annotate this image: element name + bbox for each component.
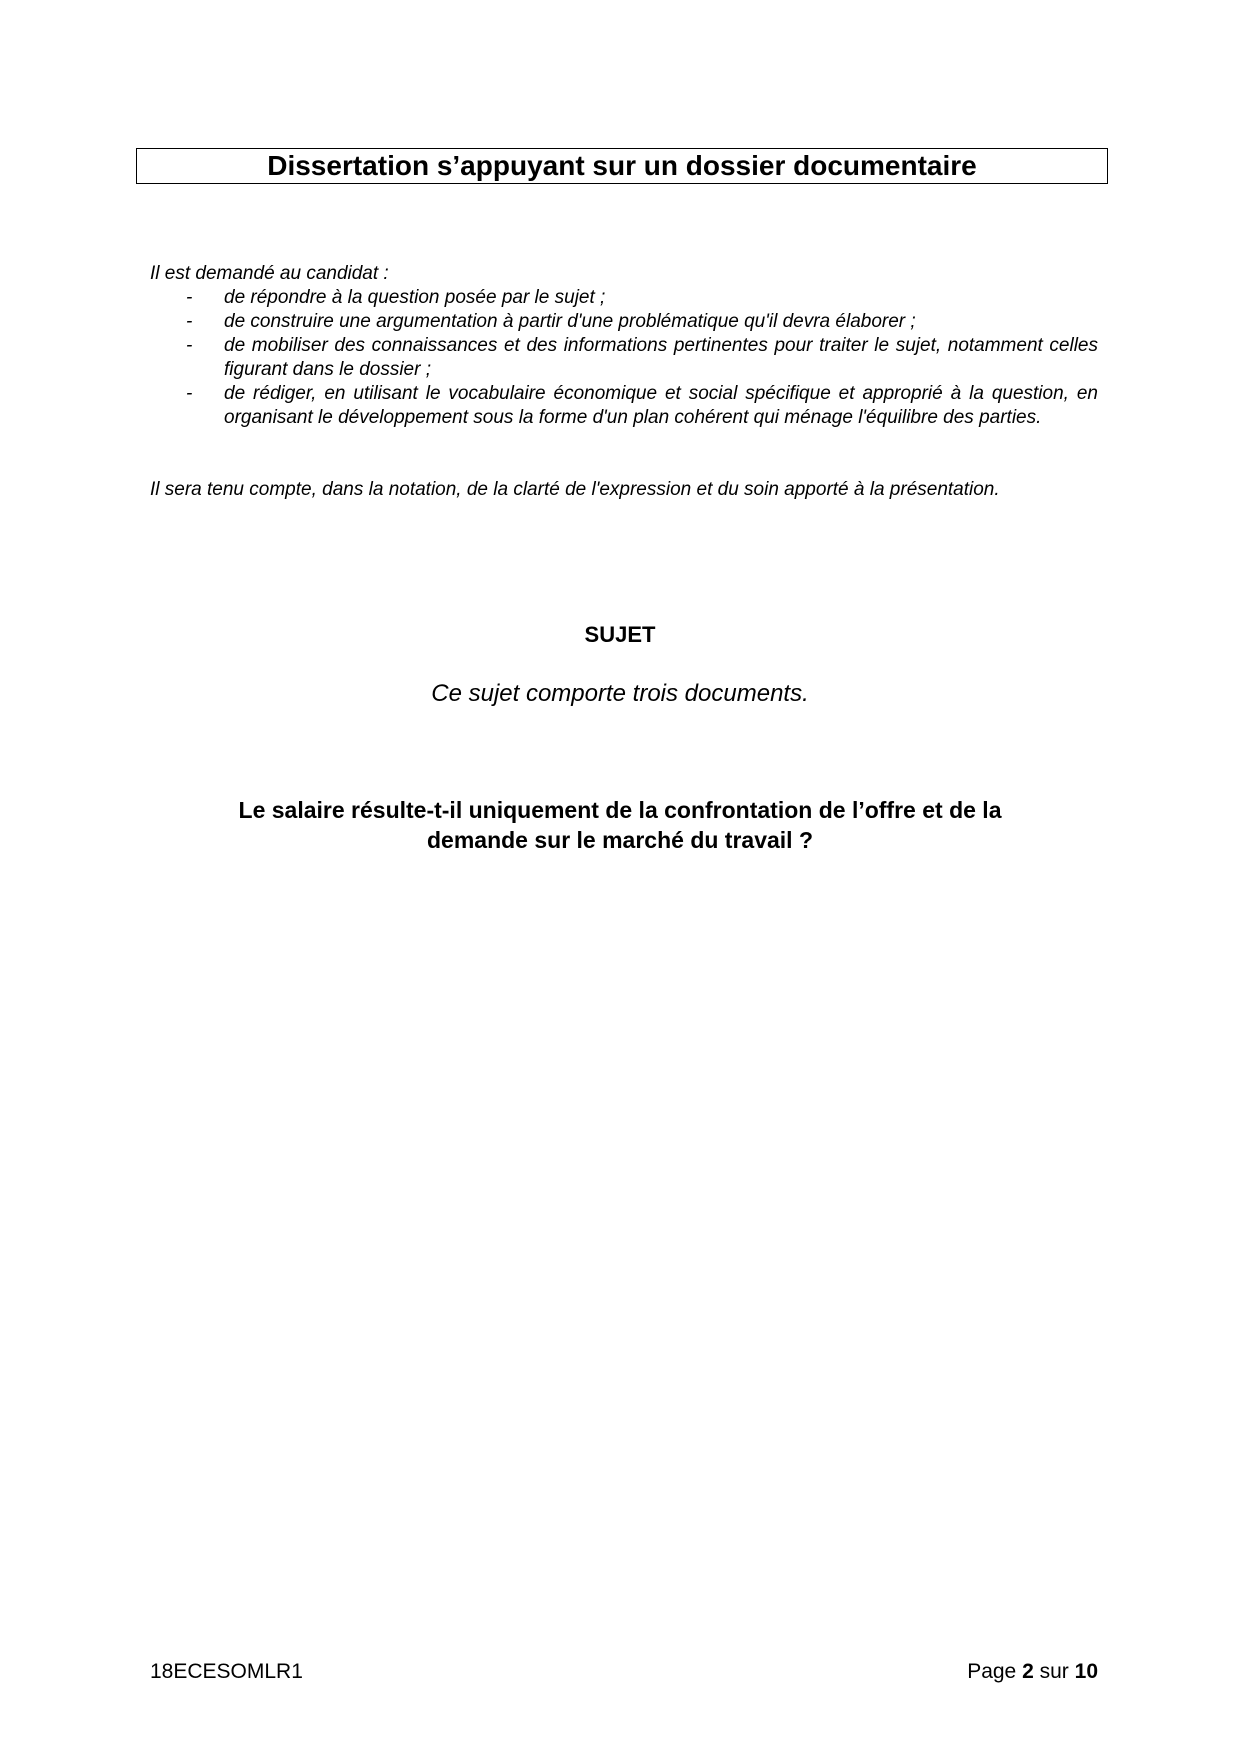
instruction-text: de rédiger, en utilisant le vocabulaire économique et social spécifique et approprié à la question, en organisant le développement sous la forme d'un plan cohérent qui ménage l'équilibre des parties. (224, 383, 1098, 428)
instruction-item (150, 286, 1098, 310)
question-line: demande sur le marché du travail ? (426, 827, 814, 853)
instruction-item (150, 334, 1098, 382)
document-title: Dissertation s’appuyant sur un dossier documentaire (267, 150, 977, 181)
document-count: Ce sujet comporte trois documents. (431, 680, 809, 707)
page-word: Page (967, 1660, 1017, 1683)
bullet-dash: - (186, 311, 193, 332)
page-number (967, 1660, 1098, 1684)
instructions-intro: Il est demandé au candidat : (150, 263, 389, 284)
bullet-dash: - (186, 335, 193, 356)
bullet-dash: - (186, 383, 193, 404)
subject-question (170, 795, 1070, 855)
instructions-list (150, 286, 1098, 430)
instruction-text: de mobiliser des connaissances et des informations pertinentes pour traiter le sujet, notamment celles figurant dans le dossier ; (224, 335, 1098, 380)
grading-note: Il sera tenu compte, dans la notation, de la clarté de l'expression et du soin apporté à la présentation. (150, 479, 1000, 500)
page-current: 2 (1022, 1660, 1034, 1683)
bullet-dash: - (186, 287, 193, 308)
document-title-box (136, 148, 1108, 184)
instruction-text: de répondre à la question posée par le sujet ; (224, 287, 606, 308)
instructions-block (150, 262, 1098, 430)
exam-code: 18ECESOMLR1 (150, 1660, 303, 1683)
page-total: 10 (1074, 1660, 1098, 1683)
instruction-text: de construire une argumentation à partir d'une problématique qu'il devra élaborer ; (224, 311, 916, 332)
subject-heading: SUJET (584, 622, 656, 647)
question-line: Le salaire résulte-t-il uniquement de la confrontation de l’offre et de la (238, 797, 1002, 823)
instruction-item (150, 310, 1098, 334)
instruction-item (150, 382, 1098, 430)
page-sep: sur (1039, 1660, 1069, 1683)
